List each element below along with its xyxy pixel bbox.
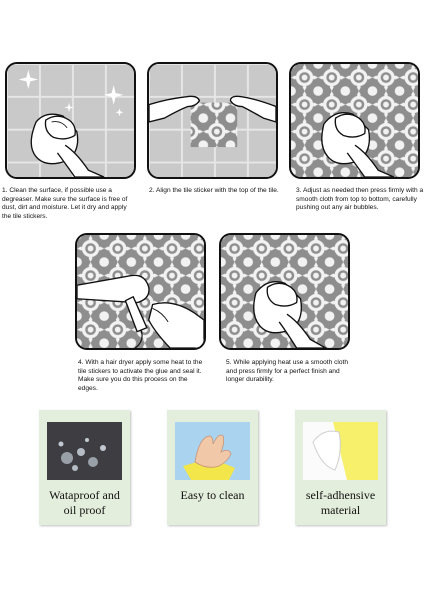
step-5-illustration [219,233,350,350]
step-4-caption: 4. With a hair dryer apply some heat to the tile stickers to activate the glue and seal it. Make sure you do this process on the edges. [78,359,203,392]
step-1-caption: 1. Clean the surface, if possible use a degreaser. Make sure the surface is free of dust, dirt and moisture. Let it dry and apply the tile stickers. [2,187,128,220]
step-2-caption: 2. Align the tile sticker with the top of the tile. [149,187,279,194]
feature-card-waterproof [39,410,130,525]
feature-label: Wataproof and oil proof [49,488,120,517]
step-3-caption: 3. Adjust as needed then press firmly with a smooth cloth from top to bottom, carefully pushing out any air bubbles. [296,187,424,212]
feature-card-self-adhesive [295,410,386,525]
water-droplets-image [47,422,122,480]
step-3-illustration [289,62,420,179]
feature-label: self-adhensive material [305,488,376,517]
feature-label: Easy to clean [180,488,245,502]
step-2-illustration [147,62,278,179]
peeling-sticker-image [303,422,378,480]
tile-sticker-icon [191,103,238,147]
step-4-illustration [75,233,206,350]
step-1-illustration [5,62,136,179]
feature-card-easy-clean [167,410,258,525]
step-5-caption: 5. While applying heat use a smooth cloth and press firmly for a perfect finish and longer durability. [226,359,349,384]
cleaning-hand-image [175,422,250,480]
